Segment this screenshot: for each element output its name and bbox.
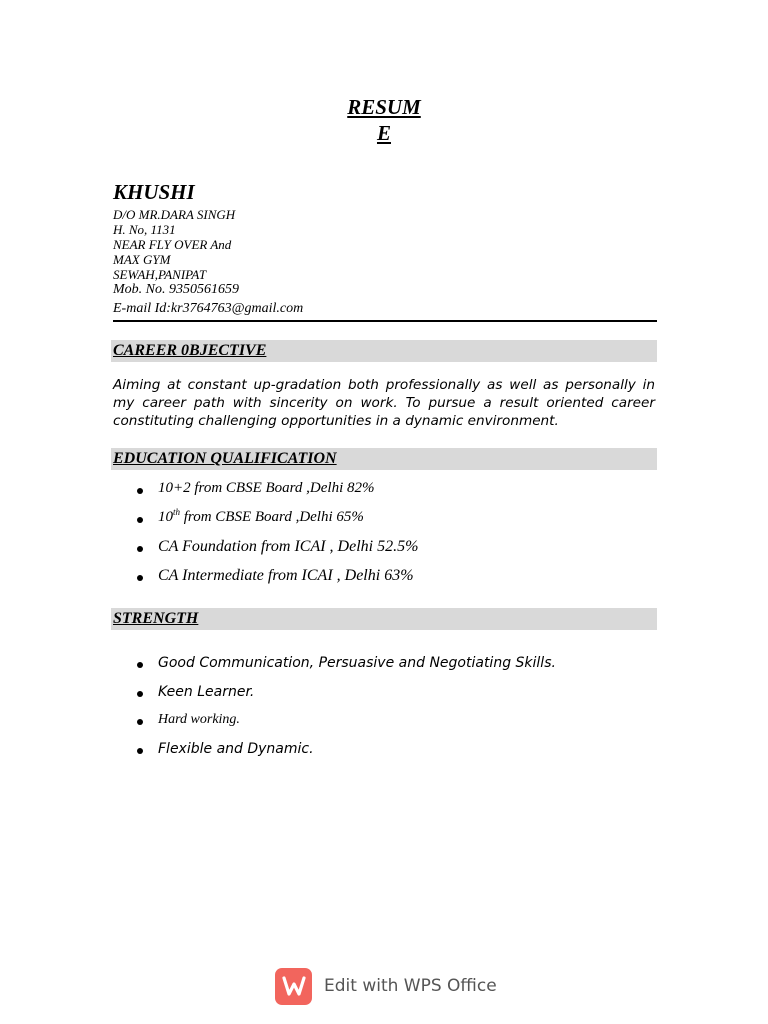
- education-list: [113, 480, 653, 596]
- email-address: E-mail Id:kr3764763@gmail.com: [113, 301, 304, 316]
- list-item: CA Foundation from ICAI , Delhi 52.5%: [113, 538, 653, 567]
- edit-with-wps-button[interactable]: [275, 966, 497, 1006]
- header-divider: [113, 320, 657, 322]
- address-line: NEAR FLY OVER And: [113, 237, 232, 252]
- address-line: SEWAH,PANIPAT: [113, 267, 207, 282]
- title-line-2: E: [376, 121, 391, 145]
- title-line-1: RESUM: [347, 95, 421, 119]
- item-rest: from CBSE Board ,Delhi 65%: [180, 509, 364, 525]
- list-item: CA Intermediate from ICAI , Delhi 63%: [113, 567, 653, 596]
- list-item: Flexible and Dynamic.: [113, 741, 653, 770]
- strength-list: [113, 655, 653, 769]
- education-heading-bar: [111, 448, 657, 470]
- item-superscript: th: [173, 507, 181, 517]
- address-block: [113, 207, 235, 282]
- item-base: 10: [158, 509, 173, 525]
- address-line: MAX GYM: [113, 252, 171, 267]
- career-objective-heading-bar: [111, 340, 657, 362]
- strength-heading-bar: [111, 608, 657, 630]
- career-objective-text: Aiming at constant up-gradation both professionally as well as personally in my career path with sincerity on work. To pursue a result oriented career constituting challenging opportunities in a dynamic environment.: [113, 377, 655, 429]
- list-item: [113, 509, 653, 538]
- mobile-number: Mob. No. 9350561659: [113, 282, 239, 297]
- list-item: Keen Learner.: [113, 684, 653, 713]
- wps-label: Edit with WPS Office: [324, 976, 497, 996]
- strength-heading: STRENGTH: [113, 610, 199, 627]
- education-heading: EDUCATION QUALIFICATION: [113, 450, 337, 467]
- list-item: Good Communication, Persuasive and Negotiating Skills.: [113, 655, 653, 684]
- address-line: H. No, 1131: [113, 222, 176, 237]
- list-item: Hard working.: [113, 712, 653, 741]
- resume-title: [0, 94, 768, 146]
- career-objective-heading: CAREER 0BJECTIVE: [113, 342, 267, 359]
- wps-logo-icon: [275, 968, 312, 1005]
- candidate-name: KHUSHI: [113, 180, 195, 204]
- list-item: 10+2 from CBSE Board ,Delhi 82%: [113, 480, 653, 509]
- address-line: D/O MR.DARA SINGH: [113, 207, 236, 222]
